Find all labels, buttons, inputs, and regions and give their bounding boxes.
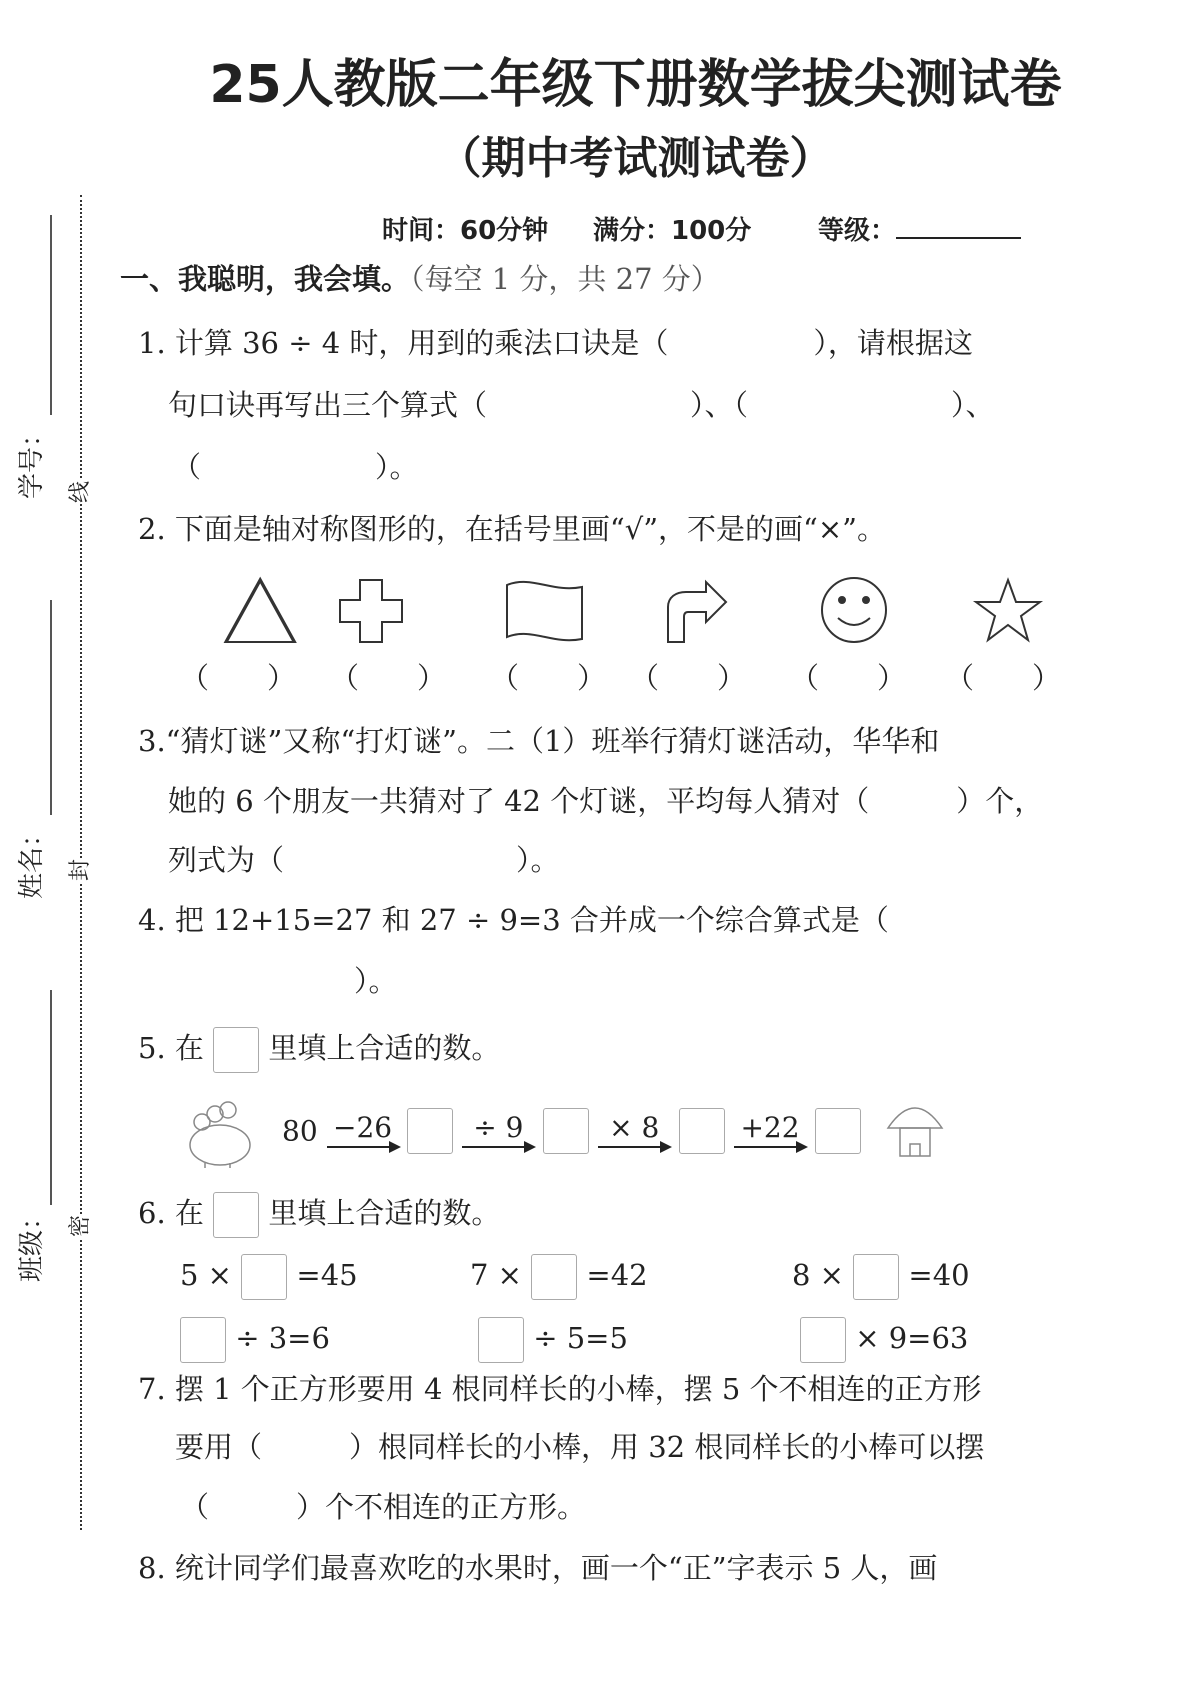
grade-blank[interactable] [896,213,1021,239]
q3-line2: 她的 6 个朋友一共猜对了 42 个灯谜，平均每人猜对（ ）个， [168,784,1044,818]
answer-box[interactable] [853,1254,899,1300]
box-icon [213,1192,259,1238]
grade-label: 等级： [818,216,897,246]
op-arrow [462,1111,534,1148]
answer-paren[interactable]: （ ） [630,661,747,695]
answer-box[interactable] [407,1108,453,1154]
op-label: −26 [333,1111,393,1144]
operation-chain [282,1108,861,1154]
q6-equation [478,1317,628,1363]
answer-box[interactable] [531,1254,577,1300]
seal-seal-text: 封 [68,859,93,882]
mushroom-house-icon [880,1090,950,1160]
op-arrow [327,1111,399,1148]
seal-line-text: 线 [68,481,93,504]
q3-line3: 列式为（ ）。 [168,843,560,877]
answer-box[interactable] [815,1108,861,1154]
student-id-label: 学号： [17,421,47,500]
eq-right: ÷ 5=5 [533,1321,628,1355]
eq-left: 7 × [470,1258,522,1292]
q6-equation [470,1254,648,1300]
q6-suffix: 里填上合适的数。 [268,1196,501,1230]
q8-line1: 8. 统计同学们最喜欢吃的水果时，画一个“正”字表示 5 人，画 [138,1551,938,1585]
name-label: 姓名： [17,821,47,900]
eq-right: =45 [296,1258,358,1292]
op-label: +22 [740,1111,800,1144]
op-label: × 8 [609,1111,660,1144]
q3-line1: 3.“猜灯谜”又称“打灯谜”。二（1）班举行猜灯谜活动，华华和 [138,724,940,758]
eq-right: =40 [908,1258,970,1292]
q6-equation [180,1317,330,1363]
eq-right: =42 [586,1258,648,1292]
time-info: 时间：60分钟 [382,216,549,246]
answer-box[interactable] [478,1317,524,1363]
symmetry-shapes [190,570,1090,650]
answer-paren[interactable]: （ ） [945,661,1062,695]
eq-left: 5 × [180,1258,232,1292]
q1-line2: 句口诀再写出三个算式（ ）、（ ）、 [168,388,995,422]
q5-prompt [138,1027,500,1073]
triangle-icon [226,580,294,642]
answer-paren[interactable]: （ ） [790,661,907,695]
eq-right: × 9=63 [855,1321,969,1355]
answer-paren[interactable]: （ ） [180,661,297,695]
start-number: 80 [282,1114,318,1148]
student-id-blank[interactable] [50,215,52,415]
q5-prefix: 5. 在 [138,1031,204,1065]
answer-box[interactable] [679,1108,725,1154]
q6-prompt [138,1192,500,1238]
answer-paren[interactable]: （ ） [490,661,607,695]
name-blank[interactable] [50,600,52,815]
cross-icon [340,580,402,642]
q6-equation [792,1254,970,1300]
answer-box[interactable] [180,1317,226,1363]
q7-line2: 要用（ ）根同样长的小棒，用 32 根同样长的小棒可以摆 [175,1430,985,1464]
q6-equation [180,1254,358,1300]
answer-paren[interactable]: （ ） [330,661,447,695]
q7-line1: 7. 摆 1 个正方形要用 4 根同样长的小棒，摆 5 个不相连的正方形 [138,1372,982,1406]
class-blank[interactable] [50,990,52,1205]
q1-line1: 1. 计算 36 ÷ 4 时，用到的乘法口诀是（ ），请根据这 [138,326,973,360]
section-note: （每空 1 分，共 27 分） [410,262,720,296]
exam-subtitle: （期中考试测试卷） [437,133,834,184]
class-label: 班级： [17,1204,47,1283]
grade-field[interactable] [818,210,1021,247]
score-info: 满分：100分 [593,216,752,246]
hedgehog-icon [180,1100,260,1170]
answer-box[interactable] [543,1108,589,1154]
op-arrow [734,1111,806,1148]
eq-left: 8 × [792,1258,844,1292]
q7-line3: （ ）个不相连的正方形。 [180,1490,587,1524]
smiley-icon [822,578,886,642]
q4-line1: 4. 把 12+15=27 和 27 ÷ 9=3 合并成一个综合算式是（ [138,903,889,937]
answer-box[interactable] [241,1254,287,1300]
seal-secret-text: 密 [68,1215,93,1238]
flag-icon [507,582,582,640]
q6-equation [800,1317,968,1363]
exam-title: 25人教版二年级下册数学拔尖测试卷 [209,55,1062,115]
q2-line1: 2. 下面是轴对称图形的，在括号里画“√”，不是的画“×”。 [138,512,886,546]
answer-box[interactable] [800,1317,846,1363]
op-arrow [598,1111,670,1148]
q5-suffix: 里填上合适的数。 [268,1031,501,1065]
eq-right: ÷ 3=6 [235,1321,330,1355]
q4-line2: ）。 [180,964,398,998]
section-title-text: 一、我聪明，我会填。 [120,262,411,296]
q6-prefix: 6. 在 [138,1196,204,1230]
turn-arrow-icon [668,582,726,642]
box-icon [213,1027,259,1073]
star-icon [976,580,1040,640]
q1-line3: （ ）。 [172,450,419,484]
op-label: ÷ 9 [473,1111,524,1144]
section-title [120,261,720,297]
